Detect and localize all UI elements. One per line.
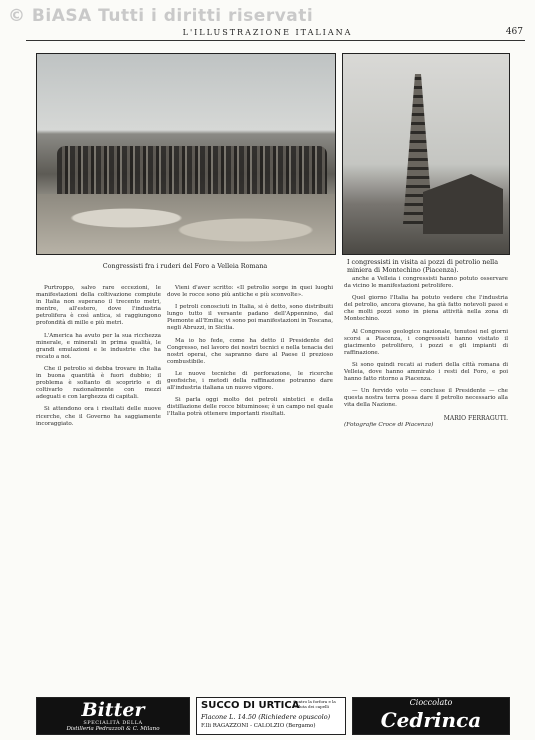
header-rule	[26, 40, 525, 41]
ad-succo-urtica[interactable]	[196, 697, 346, 735]
paragraph: Vieni d'aver scritto: «Il petrolio sorge in quei luoghi dove le rocce sono più antiche e più sconvolte».	[167, 285, 333, 299]
ad-urtica-note: Contro la forfora e la caduta dei capelli	[293, 699, 336, 709]
paragraph: Purtroppo, salvo rare eccezioni, le manifestazioni della coltivazione compiute in Italia non superano il trecento metri, mentre, all'estero, dove l'industria petrolifera è così antica, si raggiungono profondità di mille e più metri.	[36, 285, 161, 327]
photo-credit: (Fotografie Croce di Piacenza)	[344, 421, 434, 428]
advertisements	[36, 697, 508, 735]
ad-bitter-brand: Bitter	[81, 699, 145, 721]
paragraph: Ma io ho fede, come ha detto il Presidente del Congresso, nel lavoro dei nostri tecnici e nella tenacia dei nostri operai, che sapranno dare al Paese il prezioso combustibile.	[167, 337, 333, 365]
photo-pozzi-petrolio	[342, 53, 510, 255]
paragraph: Che il petrolio si debba trovare in Italia in buona quantità è fuori dubbio; il problema è soltanto di scoprirlo e di coltivarlo razionalmente con mezzi adeguati e con larghezza di capitali.	[36, 365, 161, 401]
paragraph: anche a Velleia i congressisti hanno potuto osservare da vicino le manifestazioni petrolifere.	[344, 276, 508, 290]
article-column-3	[344, 276, 508, 429]
page-number: 467	[505, 27, 523, 37]
ad-cioccolato-cedrinca[interactable]	[352, 697, 510, 735]
ad-bitter[interactable]	[36, 697, 190, 735]
article-column-2	[167, 285, 333, 424]
ruins-figure	[37, 194, 335, 254]
caption-right: I congressisti in visita ai pozzi di petrolio nella miniera di Montechino (Piacenza).	[347, 258, 499, 274]
paragraph: Si sono quindi recati ai ruderi della città romana di Velleia, dove hanno ammirato i resti del Foro, e poi hanno fatto ritorno a Piacenza.	[344, 361, 508, 383]
watermark: © BiASA Tutti i diritti riservati	[8, 6, 314, 26]
paragraph: Si parla oggi molto dei petroli sintetici e della distillazione delle rocce bituminose; è un campo nel quale l'Italia potrà ottenere importanti risultati.	[167, 397, 333, 418]
paragraph: Le nuove tecniche di perforazione, le ricerche geofisiche, i metodi della raffinazione potranno dare all'industria italiana un nuovo vigore.	[167, 370, 333, 392]
running-head: L'ILLUSTRAZIONE ITALIANA	[182, 28, 353, 37]
caption-left: Congressisti fra i ruderi del Foro a Velleia Romana	[102, 262, 268, 270]
author-signature: MARIO FERRAGUTI.	[443, 414, 508, 422]
article-column-1	[36, 285, 161, 433]
ad-cedrinca-top: Cioccolato	[409, 698, 453, 707]
shed-figure	[423, 174, 503, 234]
paragraph: Si attendono ora i risultati delle nuove ricerche, che il Governo ha saggiamente incoraggiato.	[36, 406, 161, 427]
paragraph: — Un fervido voto — concluse il Presidente — che questa nostra terra possa dare il petrolio necessario alla vita della Nazione.	[344, 388, 508, 409]
paragraph: Quel giorno l'Italia ha potuto vedere che l'industria del petrolio, ancora giovane, ha già fatto notevoli passi e che molti pozzi sono in piena attività nella zona di Montechino.	[344, 295, 508, 323]
paragraph: Al Congresso geologico nazionale, tenutosi nel giorni scorsi a Piacenza, i congressisti hanno visitato il giacimento petrolifero, i pozzi e gli impianti di raffinazione.	[344, 328, 508, 356]
paragraph: I petroli conosciuti in Italia, si è detto, sono distribuiti lungo tutto il versante padano dell'Appennino, dal Piemonte all'Emilia; vi sono poi manifestazioni in Toscana, negli Abruzzi, in Sicilia.	[167, 304, 333, 332]
ad-bitter-line2: Distilleria Pedrazzoli & C. Milano	[66, 726, 160, 732]
ad-urtica-address: F.lli RAGAZZONI - CALOLZIO (Bergamo)	[201, 723, 316, 729]
ad-urtica-title: SUCCO DI URTICA	[201, 700, 300, 711]
ad-urtica-price: Flacone L. 14.50 (Richiedere opuscolo)	[201, 713, 331, 721]
photo-congressisti-velleia	[36, 53, 336, 255]
ad-bitter-line1: SPECIALITÀ DELLA	[83, 720, 143, 726]
paragraph: L'America ha avuto per la sua ricchezza minerale, e minerali in prima qualità, le grandi emulazioni e le industrie che ha recato a noi.	[36, 332, 161, 360]
ad-cedrinca-brand: Cedrinca	[380, 708, 482, 732]
